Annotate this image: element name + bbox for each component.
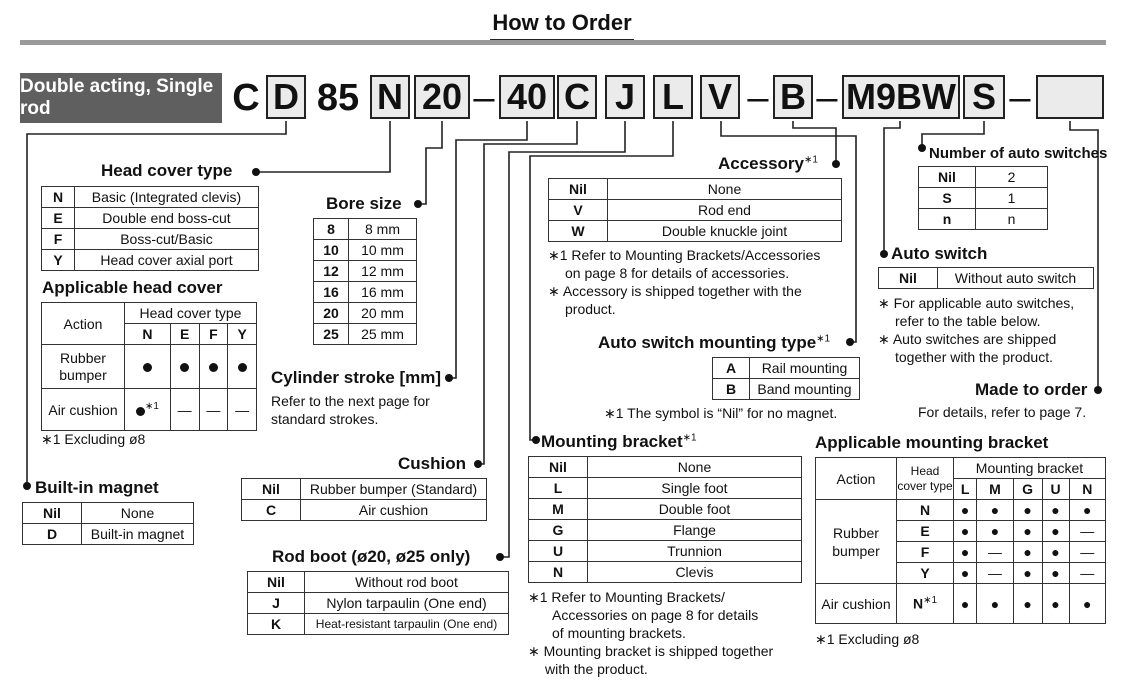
table-row: L M G U N — [816, 479, 1106, 500]
table-row: F Boss-cut/Basic — [42, 229, 259, 250]
table-row: Air cushion $N^{∗1}$ ● ● ● ● ● — [816, 584, 1106, 624]
auto-switch-table — [878, 267, 1094, 289]
code-box-rod-boot: J — [605, 75, 645, 119]
applicable-mounting-bracket-title: Applicable mounting bracket — [815, 433, 1049, 452]
code-box-bracket: L — [653, 75, 693, 119]
accessory-title: Accessory$^{∗1}$ — [718, 154, 818, 173]
auto-switch-title: Auto switch — [891, 244, 988, 263]
table-row: Nil Without auto switch — [879, 268, 1094, 289]
accessory-notes: ∗1 Refer to Mounting Brackets/Accessories on page 8 for details of accessories. ∗ Accessory is shipped together with the product. — [548, 247, 821, 317]
table-row: U Trunnion — [529, 541, 802, 562]
code-box-head-cover: N — [370, 75, 410, 119]
table-row: Nil None — [529, 457, 802, 478]
table-row: Action Head cover type — [42, 303, 257, 324]
built-in-magnet-title: Built-in magnet — [35, 478, 159, 497]
leader-auto-switch — [884, 121, 900, 254]
head-cover-note: ∗1 Excluding ø8 — [41, 431, 146, 447]
table-row: Nil Without rod boot — [248, 572, 509, 593]
built-in-magnet-table — [22, 502, 194, 545]
table-row: 12 12 mm — [314, 261, 417, 282]
table-row: 8 8 mm — [314, 219, 417, 240]
cylinder-stroke-note: Refer to the next page for standard strokes. — [271, 393, 430, 427]
head-cover-type-title: Head cover type — [101, 161, 233, 180]
table-row: M Double foot — [529, 499, 802, 520]
table-row: Nil None — [23, 503, 194, 524]
rod-boot-title: Rod boot (ø20, ø25 only) — [272, 547, 471, 566]
table-row: Nil None — [549, 179, 842, 200]
made-to-order-note: For details, refer to page 7. — [918, 404, 1087, 420]
leader-switch-count — [922, 121, 984, 148]
code-box-accessory: B — [773, 75, 813, 119]
mounting-bracket-table — [528, 456, 802, 583]
type-label: Double acting, Single rod — [20, 73, 222, 123]
auto-switch-mounting-table — [712, 357, 860, 400]
model-series: 85 — [316, 76, 360, 119]
table-row: Nil 2 — [919, 167, 1048, 188]
table-row: J Nylon tarpaulin (One end) — [248, 593, 509, 614]
table-row: E Double end boss-cut — [42, 208, 259, 229]
table-row: A Rail mounting — [713, 358, 860, 379]
table-row: V Rod end — [549, 200, 842, 221]
table-row: Nil Rubber bumper (Standard) — [242, 479, 487, 500]
table-row: Y ● — ● ● — — [816, 563, 1106, 584]
table-row: N E F Y — [42, 324, 257, 345]
table-row: C Air cushion — [242, 500, 487, 521]
accessory-table — [548, 178, 842, 242]
table-row: N Clevis — [529, 562, 802, 583]
table-row: 25 25 mm — [314, 324, 417, 345]
model-prefix-c: C — [232, 76, 260, 119]
table-row: G Flange — [529, 520, 802, 541]
leader-stroke — [449, 121, 527, 378]
table-row: F ● — ● ● — — [816, 542, 1106, 563]
table-row: K Heat-resistant tarpaulin (One end) — [248, 614, 509, 635]
code-box-switch-count: S — [963, 75, 1005, 119]
table-row: Air cushion $^{∗1}$ — — — — [42, 389, 257, 431]
model-dash: – — [473, 76, 495, 119]
code-box-magnet: D — [266, 75, 306, 119]
table-row: L Single foot — [529, 478, 802, 499]
bore-size-title: Bore size — [326, 194, 402, 213]
table-row: 16 16 mm — [314, 282, 417, 303]
table-row: 10 10 mm — [314, 240, 417, 261]
table-row: E ● ● ● ● — — [816, 521, 1106, 542]
made-to-order-title: Made to order — [975, 380, 1088, 399]
table-row: N Basic (Integrated clevis) — [42, 187, 259, 208]
table-row: Y Head cover axial port — [42, 250, 259, 271]
model-dash: – — [816, 76, 838, 119]
number-of-switches-table — [918, 166, 1048, 230]
code-box-switch-mount: V — [700, 75, 740, 119]
applicable-head-cover-title: Applicable head cover — [42, 278, 223, 297]
rod-boot-table — [247, 571, 509, 635]
model-dash: – — [747, 76, 769, 119]
table-row: Rubber bumper — [42, 345, 257, 389]
applicable-mounting-bracket-table — [815, 457, 1106, 624]
leader-bore — [418, 121, 442, 204]
head-cover-type-table — [41, 186, 259, 271]
page-title: How to Order — [0, 10, 1124, 44]
applicable-head-cover-table — [41, 302, 257, 431]
bore-size-table — [313, 218, 417, 345]
code-box-auto-switch: M9BW — [842, 75, 960, 119]
table-row: B Band mounting — [713, 379, 860, 400]
cushion-table — [241, 478, 487, 521]
table-row: Rubber bumper N ● ● ● ● ● — [816, 500, 1106, 521]
number-of-switches-title: Number of auto switches — [929, 145, 1108, 162]
mounting-bracket-table-note: ∗1 Excluding ø8 — [815, 631, 920, 647]
cushion-title: Cushion — [398, 454, 466, 473]
code-box-cushion: C — [557, 75, 597, 119]
cylinder-stroke-title: Cylinder stroke [mm] — [271, 368, 442, 387]
auto-switch-notes: ∗ For applicable auto switches, refer to the table below. ∗ Auto switches are shipped together with the product. — [878, 295, 1075, 365]
table-row: S 1 — [919, 188, 1048, 209]
table-row: W Double knuckle joint — [549, 221, 842, 242]
code-box-stroke: 40 — [499, 75, 555, 119]
code-box-bore: 20 — [414, 75, 470, 119]
auto-switch-mounting-title: Auto switch mounting type$^{∗1}$ — [598, 333, 831, 352]
mounting-bracket-notes: ∗1 Refer to Mounting Brackets/ Accessories on page 8 for details of mounting brackets. ∗ Mounting bracket is shipped together with the product. — [528, 589, 774, 677]
leader-head-cover — [256, 121, 390, 172]
model-dash: – — [1009, 76, 1031, 119]
table-row: n n — [919, 209, 1048, 230]
auto-switch-mounting-note: ∗1 The symbol is “Nil” for no magnet. — [604, 405, 838, 421]
table-row: 20 20 mm — [314, 303, 417, 324]
table-row: D Built-in magnet — [23, 524, 194, 545]
mounting-bracket-title: Mounting bracket$^{∗1}$ — [541, 432, 697, 451]
table-row: Action Head cover type Mounting bracket — [816, 458, 1106, 479]
